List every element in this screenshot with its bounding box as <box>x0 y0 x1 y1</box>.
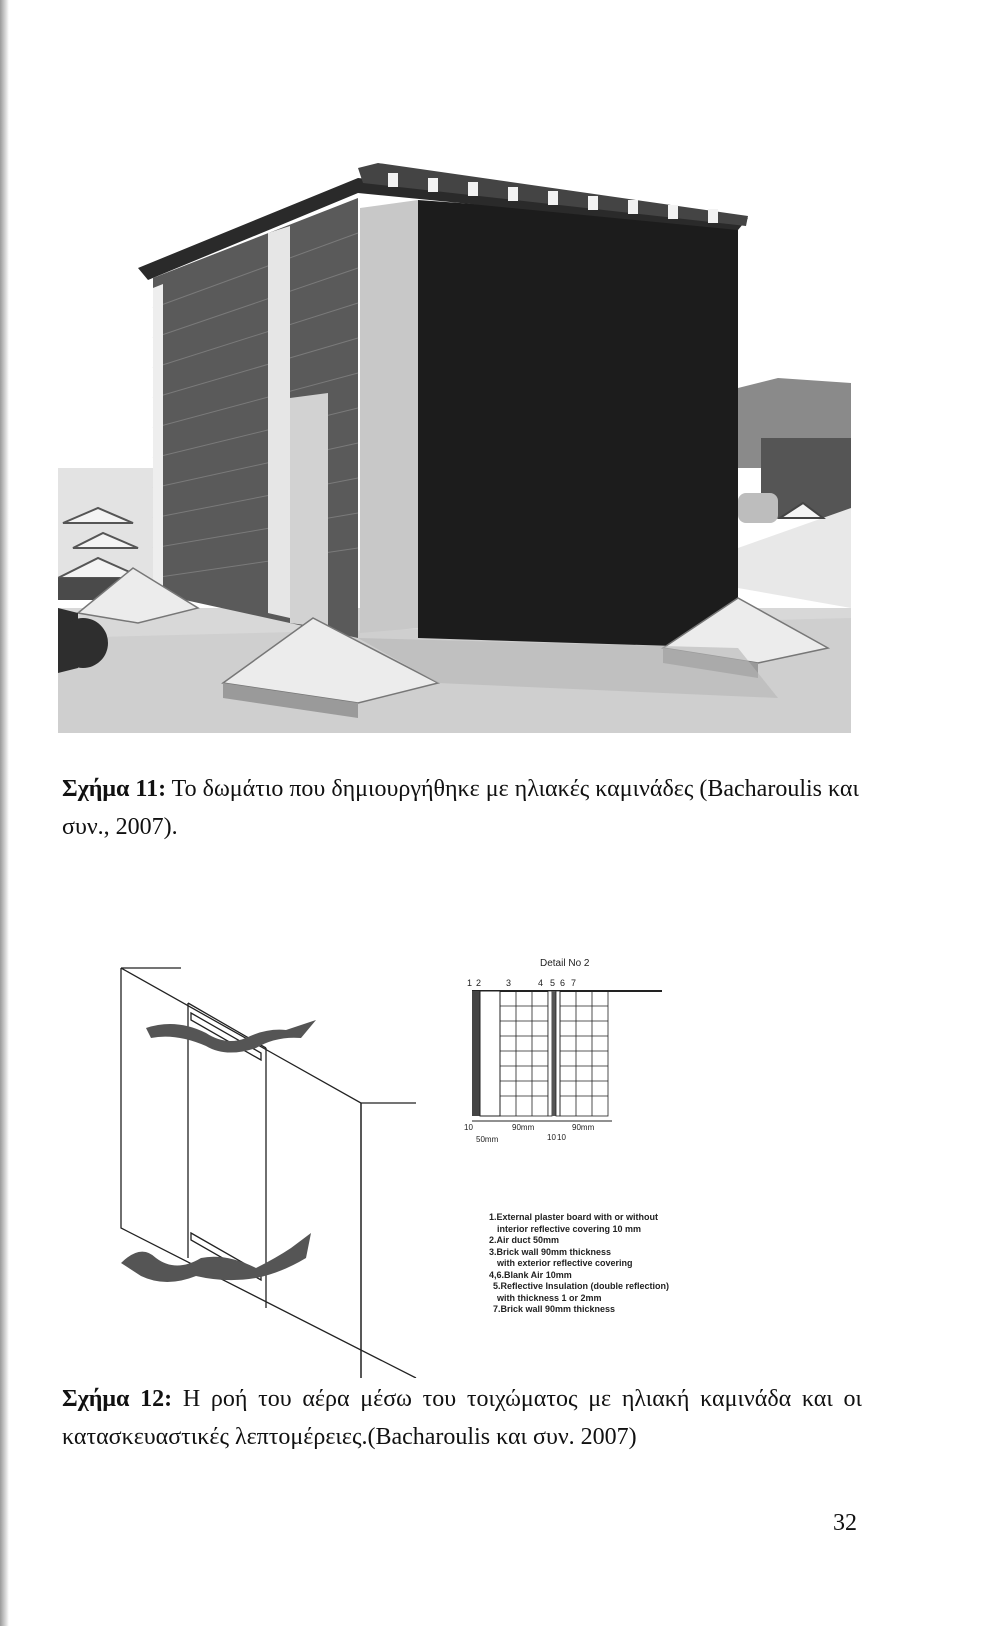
detail-title: Detail No 2 <box>540 958 590 969</box>
figure-12-label: Σχήμα 12: <box>62 1386 173 1412</box>
dim-10-a: 10 <box>547 1133 556 1142</box>
dim-10-left: 10 <box>464 1123 473 1132</box>
dim-10-b: 10 <box>557 1133 566 1142</box>
detail-legend <box>489 1212 669 1316</box>
airflow-wall-diagram <box>116 958 456 1378</box>
legend-line: with exterior reflective covering <box>497 1258 633 1268</box>
figure-12-caption <box>62 1380 862 1456</box>
dim-50mm: 50mm <box>476 1135 499 1144</box>
figure-11-text: Το δωμάτιο που δημιουργήθηκε με ηλιακές καμινάδες (Bacharoulis και συν., 2007). <box>62 776 859 840</box>
layer-label-7: 7 <box>571 978 577 988</box>
legend-line: 7.Brick wall 90mm thickness <box>493 1304 616 1314</box>
legend-line: 1.External plaster board with or without <box>489 1212 659 1222</box>
figure-12-text: Η ροή του αέρα μέσω του τοιχώματος με ηλιακή καμινάδα και οι κατασκευαστικές λεπτομέρειες.(Bacharoulis και συν. 2007) <box>62 1386 863 1450</box>
layer-label-3: 3 <box>506 978 512 988</box>
page-edge-shadow <box>0 0 9 1626</box>
test-room-photo <box>58 138 851 733</box>
legend-line: 5.Reflective Insulation (double reflection) <box>493 1281 670 1291</box>
figure-11-label: Σχήμα 11: <box>62 776 167 802</box>
page-number: 32 <box>833 1510 857 1536</box>
legend-line: 4,6.Blank Air 10mm <box>489 1269 572 1280</box>
legend-line: 3.Brick wall 90mm thickness <box>489 1246 612 1257</box>
layer-label-2: 2 <box>476 978 482 988</box>
layer-label-4: 4 <box>538 978 544 988</box>
layer-label-5: 5 <box>550 978 556 988</box>
layer-label-6: 6 <box>560 978 566 988</box>
legend-line: interior reflective covering 10 mm <box>497 1223 642 1234</box>
figure-11-caption <box>62 770 862 846</box>
wall-section-detail <box>462 956 692 1156</box>
dim-90mm-b: 90mm <box>572 1123 595 1132</box>
legend-line: with thickness 1 or 2mm <box>497 1292 602 1303</box>
legend-line: 2.Air duct 50mm <box>489 1235 560 1245</box>
dim-90mm-a: 90mm <box>512 1123 535 1132</box>
layer-label-1: 1 <box>467 978 473 988</box>
